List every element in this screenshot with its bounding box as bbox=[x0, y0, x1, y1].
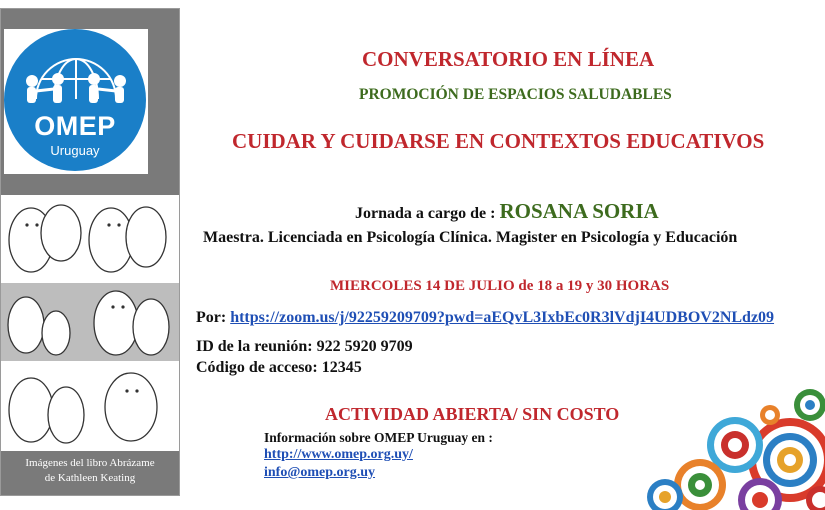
meeting-id: ID de la reunión: 922 5920 9709 bbox=[196, 338, 413, 355]
omep-logo bbox=[4, 29, 148, 174]
decorative-circles-icon bbox=[640, 385, 825, 510]
left-image-panel bbox=[0, 8, 180, 496]
por-label: Por: bbox=[196, 309, 231, 326]
website-link[interactable]: http://www.omep.org.uy/ bbox=[264, 447, 413, 462]
zoom-line bbox=[196, 309, 774, 327]
bear-illustrations bbox=[1, 195, 179, 451]
free-activity-banner: ACTIVIDAD ABIERTA/ SIN COSTO bbox=[325, 404, 620, 424]
speaker-line bbox=[355, 199, 659, 224]
event-date: MIERCOLES 14 DE JULIO de 18 a 19 y 30 HORAS bbox=[330, 278, 670, 294]
image-credit-line2: de Kathleen Keating bbox=[44, 472, 136, 484]
info-label: Información sobre OMEP Uruguay en : bbox=[264, 430, 493, 445]
image-credit bbox=[1, 456, 179, 486]
speaker-bio: Maestra. Licenciada en Psicología Clínica. Magister en Psicología y Educación bbox=[203, 229, 738, 246]
email-link[interactable]: info@omep.org.uy bbox=[264, 465, 376, 480]
event-title: CONVERSATORIO EN LÍNEA bbox=[362, 47, 655, 71]
zoom-link[interactable]: https://zoom.us/j/92259209709?pwd=aEQvL3IxbEc0R3lVdjI4UDBOV2NLdz09 bbox=[230, 309, 775, 326]
logo-name: OMEP bbox=[34, 111, 116, 141]
access-code: Código de acceso: 12345 bbox=[196, 359, 362, 376]
event-subtitle: PROMOCIÓN DE ESPACIOS SALUDABLES bbox=[359, 86, 672, 103]
image-credit-line1: Imágenes del libro Abrázame bbox=[25, 457, 155, 469]
logo-subtitle: Uruguay bbox=[50, 143, 100, 158]
logo-circle bbox=[4, 29, 146, 171]
event-theme: CUIDAR Y CUIDARSE EN CONTEXTOS EDUCATIVOS bbox=[232, 129, 765, 153]
speaker-name: ROSANA SORIA bbox=[499, 199, 659, 223]
hugging-bears-illustration bbox=[1, 195, 179, 451]
speaker-prefix: Jornada a cargo de : bbox=[355, 205, 500, 222]
